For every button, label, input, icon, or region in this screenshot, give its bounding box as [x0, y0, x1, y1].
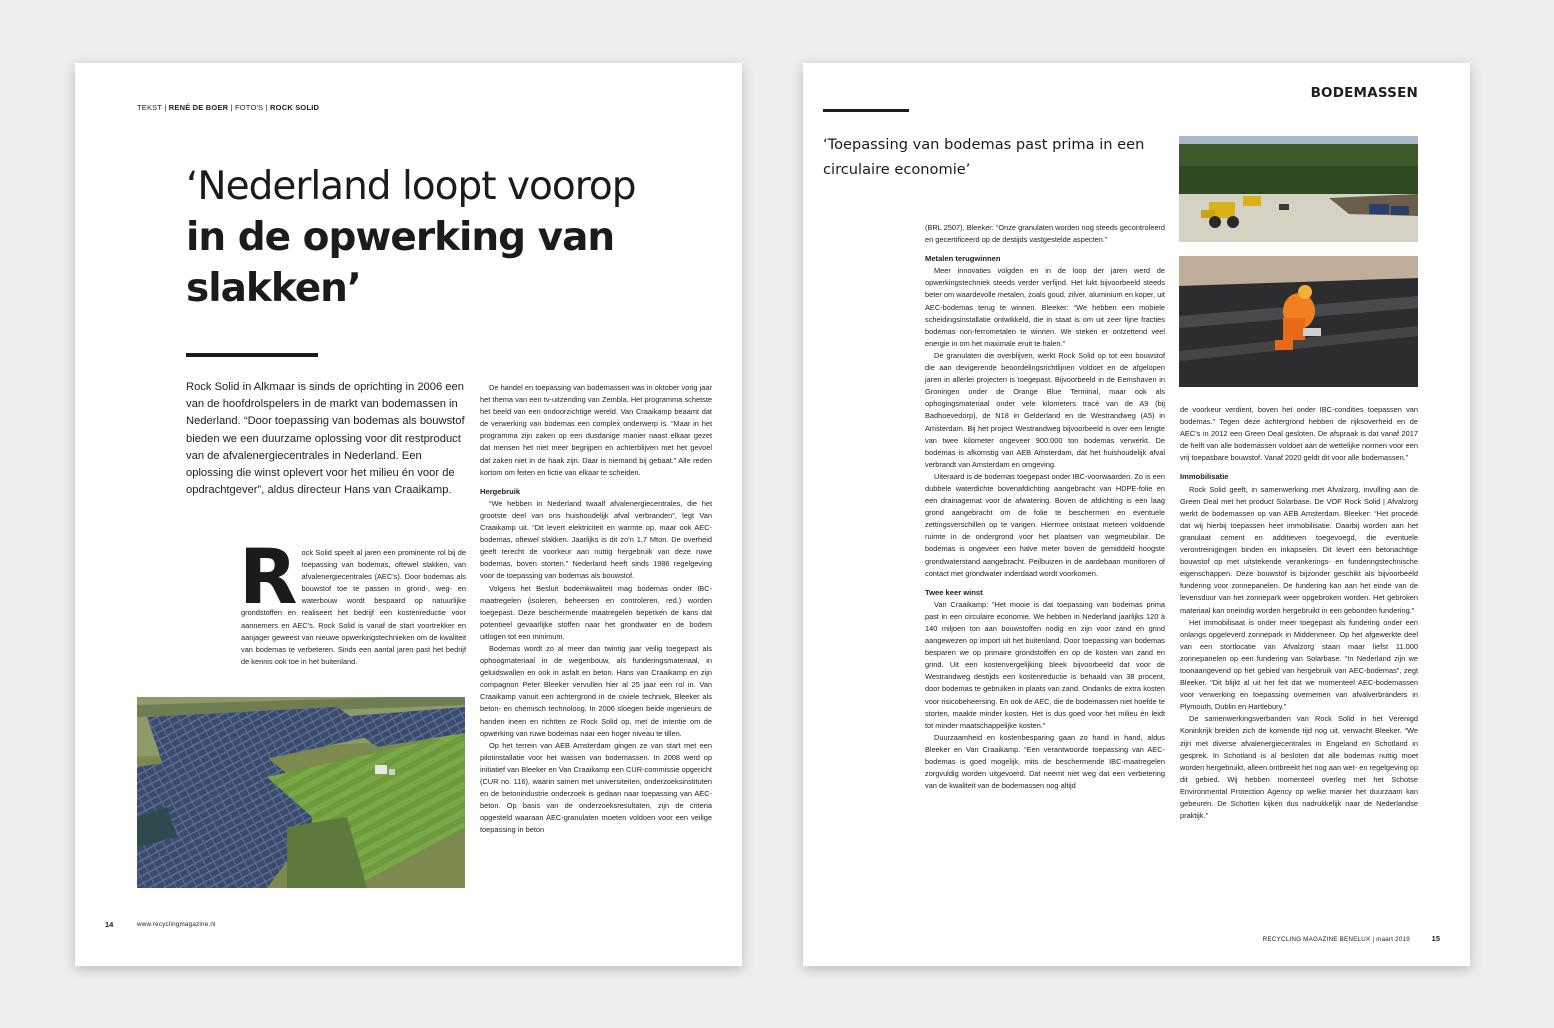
paragraph: Het immobilisaat is onder meer toegepast als fundering onder een onlangs opgeleverd zonnepark in Middenmeer. Op het afgewerkte deel van een stortlocatie van Afvalzorg staan maar liefst 11.000 zonnepanelen op een fundering van Solarbase. “In Nederland zijn we toonaangevend op het gebied van hergebruik van AEC-bodemas”, zegt Bleeker. “Dit blijkt al uit het feit dat we momenteel AEC-bodemassen voor verwerking en toepassing overnemen van afvalverbranders in Plymouth, Dublin en Hartlebury.” [1180, 617, 1418, 712]
section-label: BODEMASSEN [1310, 85, 1418, 101]
footer-magazine: RECYCLING MAGAZINE BENELUX | maart 2019 [1262, 936, 1410, 943]
paragraph: De granulaten die overblijven, werkt Rock Solid op tot een bouwstof die aan devigerende beoordelingsrichtlijnen voldoet en de afgelopen jaren in allerlei projecten is toegepast. Bijvoorbeeld in de Eemshaven in Groningen onder de Orange Blue Terminal, maar ook als ophogingsmateriaal onder vele kilometers tracé van de A9 (bij Badhoevedorp), de N18 in Gelderland en de Westrandweg (A5) in Amsterdam. Bij het project Westrandweg bijvoorbeeld is over een lengte van twee kilometer ongeveer 900.000 ton bodemas verwerkt. De bodemas is afkomstig van AEB Amsterdam, dat het huishoudelijk afval verbrandt van Amsterdam en omgeving. [925, 350, 1165, 469]
headline-line-1: ‘Nederland loopt voorop [186, 164, 636, 209]
headline-rule [186, 353, 318, 357]
headline-line-2: in de opwerking van [186, 215, 615, 260]
right-column-2 [1180, 404, 1418, 822]
solar-park-aerial-photo [137, 697, 465, 888]
worker-illustration [1179, 256, 1418, 387]
intro-paragraph: Rock Solid in Alkmaar is sinds de oprichting in 2006 een van de hoofdrolspelers in de markt van bodemassen in Nederland. “Door toepassing van bodemas als bouwstof bieden we een duurzame oplossing voor dit restproduct van de afvalenergiecentrales in Nederland. Een oplossing die winst oplevert voor het milieu én voor de opdrachtgever”, aldus directeur Hans van Craaikamp. [186, 381, 465, 497]
drop-cap: R [239, 532, 298, 621]
subheading-hergebruik: Hergebruik [480, 486, 521, 496]
paragraph: Volgens het Besluit bodemkwaliteit mag bodemas onder IBC-maatregelen (isoleren, beheersen en controleren, red.) worden toegepast. Deze beschermende maatregelen beperken de kans dat potentieel gevaarlijke stoffen naar het grondwater en de bodem uitlogen tot een minimum. [480, 583, 712, 641]
right-page [803, 63, 1470, 966]
quote-rule [823, 109, 909, 112]
page-number: 15 [1431, 934, 1440, 943]
construction-site-illustration [1179, 136, 1418, 242]
solar-park-illustration [137, 697, 465, 888]
left-column-2 [480, 382, 712, 836]
paragraph: Duurzaamheid en kostenbesparing gaan zo hand in hand, aldus Bleeker en Van Craaikamp. “Een verantwoorde toepassing van AEC-bodemas is goed mogelijk, mits de beschermende IBC-maatregelen zorgvuldig worden uitgevoerd. Dat neemt niet weg dat een verbetering van de kwaliteit van de bodemassen nog altijd [925, 732, 1165, 791]
magazine-name: RECYCLING MAGAZINE BENELUX [1262, 936, 1371, 943]
paragraph: De handel en toepassing van bodemassen was in oktober vorig jaar het thema van een tv-uitzending van Zembla. Het programma schetste het beeld van een ondoorzichtige wereld. Van Craaikamp beaamt dat de verwerking van bodemas een complex onderwerp is. “Maar in het programma zijn zaken op een dusdanige manier naast elkaar gezet dat mensen het niet meer begrijpen en achterblijven met het gevoel dat zaken niet in de haak zijn. Daar is niemand bij gebaat.” Alle reden kortom om feiten en fictie van elkaar te scheiden. [480, 383, 712, 477]
headline-line-3: slakken’ [186, 266, 361, 311]
paragraph: Uiteraard is de bodemas toegepast onder IBC-voorwaarden. Zo is een dubbele waterdichte bovenafdichting aangebracht van HDPE-folie en een drainagemat voor de afwatering. Boven de afdichting is een laag grond aangebracht om de folie te beschermen en eventuele zettingsverschillen op te vangen. Hiermee ontstaat meteen voldoende ruimte in de ondergrond voor het plaatsen van wegmeubilair. De bodemas is ongeveer een halve meter boven de gemiddeld hoogste grondwaterstand aangebracht. Peilbuizen in de aardebaan monitoren of contact met grondwater inderdaad wordt voorkomen. [925, 471, 1165, 578]
pull-quote: ‘Toepassing van bodemas past prima in een circulaire economie’ [823, 136, 1145, 178]
subheading-immobilisatie: Immobilisatie [1180, 472, 1229, 482]
left-page [75, 63, 742, 966]
construction-site-photo [1179, 136, 1418, 242]
credits: TEKST | RENÉ DE BOER | FOTO'S | ROCK SOLID [137, 103, 320, 112]
lead-paragraph: ock Solid speelt al jaren een prominente rol bij de toepassing van bodemas, oftewel slakken, van afvalenergiecentrales (AEC’s). Door bodemas als bouwstof toe te passen in grond-, weg- en waterbouw wordt bespaard op natuurlijke grondstoffen en realiseert het bedrijf een kostenreductie voor aannemers en AEC’s. Rock Solid is vanaf de start voortrekker en aanjager geweest van nieuwe opwerkingstechnieken om de kwaliteit van bodemas te verbeteren. Sinds een aantal jaren past het bedrijf de kennis ook toe in het buitenland. [241, 548, 466, 666]
paragraph: (BRL 2507). Bleeker: “Onze granulaten worden nog steeds gecontroleerd en gecertificeerd op de destijds vastgestelde aspecten.” [925, 223, 1165, 245]
paragraph: De samenwerkingsverbanden van Rock Solid in het Verenigd Koninkrijk breiden zich de komende tijd nog uit, verwacht Bleeker. “We zijn met diverse afvalenergiecentrales in Engeland en Schotland in gesprek. In Schotland is al besloten dat alle bodemas nuttig moet worden hergebruikt, alleen ontbreekt het nog aan wet- en regelgeving op dit gebied. Wij hebben momenteel overleg met het Schotse Environmental Protection Agency op welke manier het duurzaam kan gebeuren. De Schotten kijken dus nadrukkelijk naar de Nederlandse praktijk.” [1180, 714, 1418, 821]
worker-photo [1179, 256, 1418, 387]
paragraph: Meer innovaties volgden en in de loop der jaren werd de opwerkingstechniek steeds verder verfijnd. Het lukt bijvoorbeeld steeds beter om waardevolle metalen, zoals goud, zilver, aluminium en koper, uit AEC-bodemas terug te winnen. Bleeker: “We hebben een mobiele scheidingsinstallatie ontwikkeld, die in staat is om uit zeer fijne fracties bodemas non-ferrometalen te winnen. We steken er ontzettend veel energie in om het maximale eruit te halen.” [925, 266, 1165, 348]
subheading-twee-keer-winst: Twee keer winst [925, 587, 983, 597]
paragraph: de voorkeur verdient, boven het onder IBC-condities toepassen van bodemas.” Tegen deze achtergrond hebben de rijksoverheid en de AEC’s in 2012 een Green Deal gesloten. De afspraak is dat vanaf 2017 de helft van alle bodemassen voldoet aan de wettelijke normen voor een vrij toepasbare bouwstof. Vanaf 2020 geldt dit voor alle bodemassen.” [1180, 405, 1418, 463]
paragraph: Op het terrein van AEB Amsterdam gingen ze van start met een pilotinstallatie voor het wassen van bodemassen. In 2008 werd op initiatief van Bleeker en Van Craaikamp een CUR-commissie opgericht (CUR no. 116), waarin samen met universiteiten, onderzoeksinstituten en de betonindustrie onderzoek is gedaan naar toepassing van AEC-beton. Op basis van de onderzoeksresultaten, zijn de criteria opgesteld waaraan AEC-granulaten moeten voldoen voor een veilige toepassing in beton [480, 740, 712, 835]
lead-paragraph-block [239, 532, 466, 668]
right-column-1 [925, 222, 1165, 792]
headline [186, 161, 726, 314]
subheading-metalen-terugwinnen: Metalen terugwinnen [925, 254, 1001, 264]
footer-url: www.recyclingmagazine.nl [137, 921, 216, 928]
page-number: 14 [105, 920, 114, 929]
paragraph: Rock Solid geeft, in samenwerking met Afvalzorg, invulling aan de Green Deal met het product Solarbase. De VOF Rock Solid | Afvalzorg werkt de bodemassen op van AEB Amsterdam. Bleeker: “Het procedé dat wij hierbij toepassen heet immobilisatie. Daarbij worden aan het granulaat cement en additieven toegevoegd, die eventuele verontreinigingen binden en inkapselen. Dit levert een betonachtige bouwstof op met uitstekende verankerings- en funderingstechnische eigenschappen. Deze bouwstof is bijzonder geschikt als bijvoorbeeld fundering voor zonnepanelen. De fundering kan aan het einde van de levensduur van het zonnepark weer opgebroken worden. Het gebroken materiaal kan oneindig worden hergebruikt in een gebonden fundering.” [1180, 484, 1418, 615]
paragraph: “We hebben in Nederland twaalf afvalenergiecentrales, die het grootste deel van ons huishoudelijk afval verbranden”, legt Van Craaikamp uit. “Dit levert elektriciteit en warmte op, maar ook AEC-bodemas, oftewel slakken. Jaarlijks is dit zo’n 1,7 Mton. De overheid geeft terecht de voorkeur aan nuttig hergebruik van deze ruwe bodemas, boven storten.” Nederland heeft sinds 1986 regelgeving voor de toepassing van bodemas als bouwstof. [480, 498, 712, 581]
paragraph: Van Craaikamp: “Het mooie is dat toepassing van bodemas prima past in een circulaire economie. We hebben in Nederland jaarlijks 120 à 140 miljoen ton aan bouwstoffen nodig en zijn voor zand en grind aangewezen op import uit het buitenland. Door toepassing van bodemas besparen we op primaire grondstoffen en op de kosten van zand en grind. Uit een kostenvergelijking bleek bijvoorbeeld dat voor de Westrandweg destijds een kostenreductie is behaald van 38 procent, door bodemas te gebruiken in plaats van zand. Ondanks de extra kosten voor risicobeheersing. En ook de AEC, die de bodemassen niet hoefde te storten, maakte minder kosten. Het is dus goed voor het milieu én leidt tot minder maatschappelijke kosten.” [925, 599, 1165, 730]
paragraph: Bodemas wordt zo al meer dan twintig jaar veilig toegepast als ophoogmateriaal in de wegenbouw, als funderingsmateriaal, in geluidswallen en ook in asfalt en beton. Hans van Craaikamp en zijn compagnon Peter Bleeker vervullen hier al 25 jaar een rol in. Van Craaikamp vanuit een achtergrond in de civiele techniek, Bleeker als beton- en chemisch technoloog. In 2006 sloegen beide ingenieurs de handen ineen en richtten ze Rock Solid op, met de intentie om de opwerking van ruwe bodemas naar een hoger niveau te tillen. [480, 643, 712, 738]
issue-date: maart 2019 [1376, 936, 1410, 943]
